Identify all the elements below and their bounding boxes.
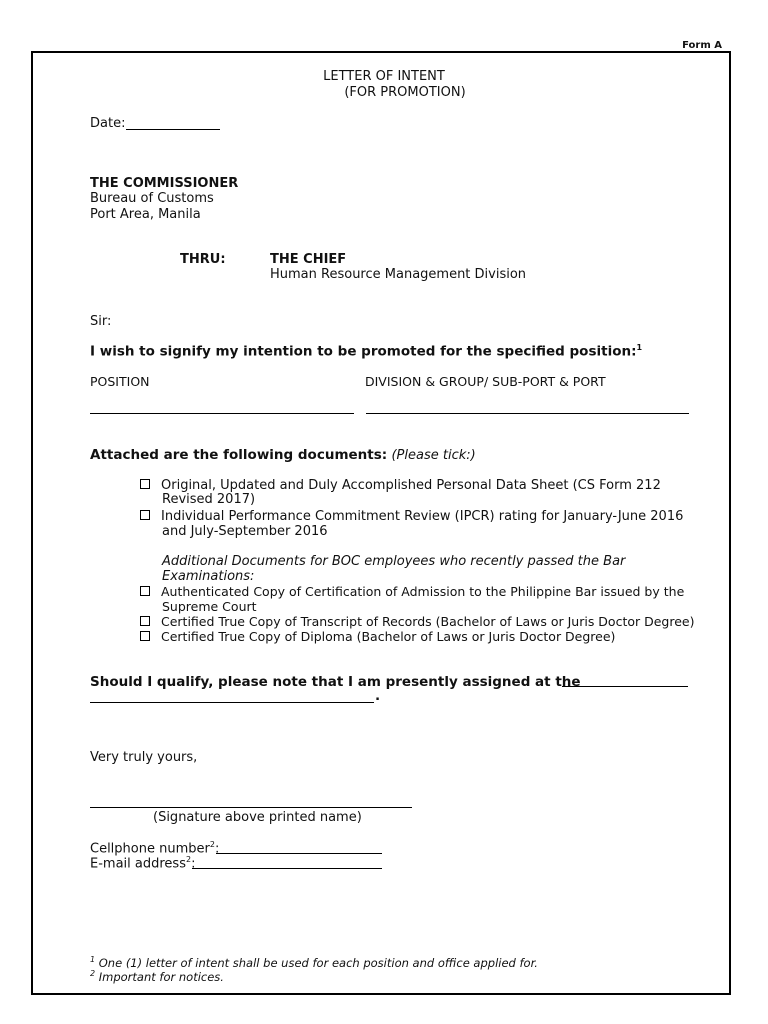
- date-label: Date:: [90, 116, 126, 131]
- doc-item-ipcr[interactable]: [140, 509, 683, 524]
- date-field[interactable]: [126, 129, 220, 130]
- doc-item-ipcr-cont: and July-September 2016: [162, 524, 328, 539]
- doc-item-diploma-text: Certified True Copy of Diploma (Bachelor of Laws or Juris Doctor Degree): [161, 629, 616, 644]
- letter-subtitle: (FOR PROMOTION): [344, 85, 466, 100]
- doc-item-pds[interactable]: [140, 478, 661, 493]
- position-column-label: POSITION: [90, 374, 150, 389]
- signature-field[interactable]: [90, 807, 412, 808]
- attached-heading: [90, 447, 476, 463]
- thru-name: THE CHIEF: [270, 252, 347, 267]
- cellphone-field[interactable]: [216, 853, 382, 854]
- doc-item-bar-cert-text: Authenticated Copy of Certification of Admission to the Philippine Bar issued by the: [161, 584, 685, 599]
- doc-item-bar-cert-cont: Supreme Court: [162, 599, 257, 614]
- checkbox[interactable]: [140, 479, 150, 489]
- cellphone-label: [90, 840, 219, 856]
- checkbox[interactable]: [140, 510, 150, 520]
- cellphone-colon: :: [214, 841, 220, 857]
- doc-item-tor[interactable]: [140, 614, 694, 629]
- email-label-text: E-mail address: [90, 856, 186, 872]
- division-column-label: DIVISION & GROUP/ SUB-PORT & PORT: [365, 374, 606, 389]
- footnote-1: [90, 955, 538, 970]
- form-label: Form A: [682, 40, 722, 51]
- checkbox[interactable]: [140, 586, 150, 596]
- addressee-line2: Port Area, Manila: [90, 207, 201, 222]
- doc-item-ipcr-text: Individual Performance Commitment Review (IPCR) rating for January-June 2016: [161, 509, 684, 524]
- thru-division: Human Resource Management Division: [270, 267, 527, 282]
- attached-note: (Please tick:): [391, 448, 476, 463]
- intent-text: I wish to signify my intention to be promoted for the specified position:: [90, 343, 637, 360]
- intent-footnote-mark: 1: [636, 343, 643, 352]
- additional-docs-heading: Additional Documents for BOC employees who recently passed the Bar: [162, 554, 626, 569]
- cellphone-footnote-mark: 2: [209, 840, 215, 849]
- signature-caption: (Signature above printed name): [153, 810, 362, 825]
- division-field[interactable]: [366, 413, 689, 414]
- checkbox[interactable]: [140, 616, 150, 626]
- assignment-field-cont[interactable]: [90, 702, 374, 703]
- doc-item-bar-cert[interactable]: [140, 584, 684, 599]
- email-label: [90, 855, 195, 871]
- footnote-1-text: One (1) letter of intent shall be used for each position and office applied for.: [98, 955, 538, 970]
- email-colon: :: [191, 856, 196, 872]
- intent-statement: [90, 343, 642, 360]
- cellphone-label-text: Cellphone number: [90, 841, 210, 857]
- doc-item-tor-text: Certified True Copy of Transcript of Records (Bachelor of Laws or Juris Doctor Degree): [161, 614, 695, 629]
- doc-item-pds-text: Original, Updated and Duly Accomplished Personal Data Sheet (CS Form 212: [161, 478, 661, 493]
- footnote-2-mark: 2: [90, 969, 96, 978]
- checkbox[interactable]: [140, 631, 150, 641]
- footnote-2: [90, 969, 224, 984]
- position-field[interactable]: [90, 413, 354, 414]
- qualify-end: .: [375, 688, 381, 704]
- additional-docs-heading-cont: Examinations:: [162, 569, 255, 584]
- closing: Very truly yours,: [90, 750, 198, 765]
- footnote-2-text: Important for notices.: [98, 969, 224, 984]
- qualify-statement: Should I qualify, please note that I am presently assigned at the: [90, 674, 581, 690]
- thru-label: THRU:: [180, 252, 226, 267]
- assignment-field[interactable]: [562, 686, 688, 687]
- attached-label: Attached are the following documents:: [90, 447, 388, 463]
- email-footnote-mark: 2: [185, 855, 192, 864]
- addressee-line1: Bureau of Customs: [90, 191, 214, 206]
- footnote-1-mark: 1: [90, 955, 96, 964]
- letter-title: LETTER OF INTENT: [323, 69, 445, 84]
- salutation: Sir:: [90, 314, 112, 329]
- addressee-name: THE COMMISSIONER: [90, 176, 239, 191]
- doc-item-diploma[interactable]: [140, 629, 615, 644]
- doc-item-pds-cont: Revised 2017): [162, 492, 256, 507]
- email-field[interactable]: [192, 868, 382, 869]
